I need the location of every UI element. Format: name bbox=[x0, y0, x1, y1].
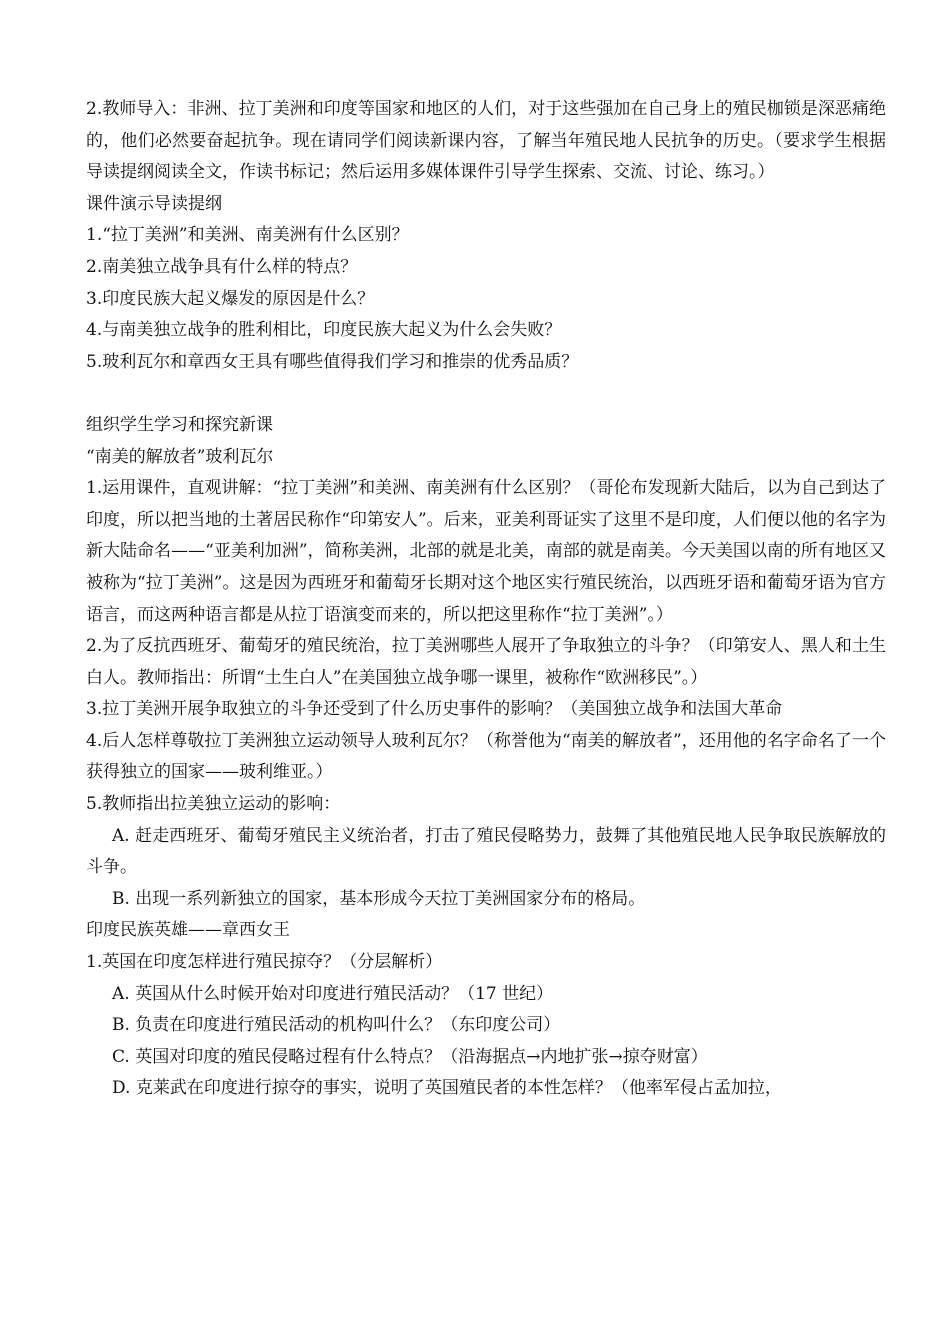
part2-sub-item-c: C. 英国对印度的殖民侵略过程有什么特点？（沿海据点→内地扩张→掠夺财富） bbox=[112, 1046, 708, 1067]
part1-sub-item-b: B. 出现一系列新独立的国家，基本形成今天拉丁美洲国家分布的格局。 bbox=[112, 888, 646, 909]
outline-item-4: 4.与南美独立战争的胜利相比，印度民族大起义为什么会失败？ bbox=[86, 320, 562, 341]
part2-item-1: 1.英国在印度怎样进行殖民掠夺？（分层解析） bbox=[86, 952, 443, 973]
part1-item-3: 3.拉丁美洲开展争取独立的斗争还受到了什么历史事件的影响？（美国独立战争和法国大革命 bbox=[86, 699, 783, 720]
part1-item-4: 4.后人怎样尊敬拉丁美洲独立运动领导人玻利瓦尔？（称誉他为“南美的解放者”，还用他的名字命名了一个获得独立的国家——玻利维亚。） bbox=[86, 730, 886, 783]
part2-sub-item-d: D. 克莱武在印度进行掠夺的事实，说明了英国殖民者的本性怎样？（他率军侵占孟加拉， bbox=[112, 1078, 782, 1099]
part1-item-2: 2.为了反抗西班牙、葡萄牙的殖民统治，拉丁美洲哪些人展开了争取独立的斗争？（印第安人、黑人和土生白人。教师指出：所谓“土生白人”在美国独立战争哪一课里，被称作“欧洲移民”。） bbox=[86, 636, 886, 688]
outline-item-1: 1.“拉丁美洲”和美洲、南美洲有什么区别？ bbox=[86, 225, 409, 246]
part1-item-1: 1.运用课件，直观讲解：“拉丁美洲”和美洲、南美洲有什么区别？（哥伦布发现新大陆后，以为自己到达了印度，所以把当地的土著居民称作“印第安人”。后来，亚美利哥证实了这里不是印度，人们便以他的名字为新大陆命名——“亚美利加洲”，简称美洲，北部的就是北美，南部的就是南美。今天美国以南的所有地区又被称为“拉丁美洲”。这是因为西班牙和葡萄牙长期对这个地区实行殖民统治，以西班牙语和葡萄牙语为官方语言，而这两种语言都是从拉丁语演变而来的，所以把这里称作“拉丁美洲”。） bbox=[86, 478, 886, 625]
blank-line bbox=[86, 378, 886, 410]
outline-item-3: 3.印度民族大起义爆发的原因是什么？ bbox=[86, 288, 375, 309]
part1-item-5: 5.教师指出拉美独立运动的影响： bbox=[86, 794, 341, 815]
part2-sub-item-b: B. 负责在印度进行殖民活动的机构叫什么？（东印度公司） bbox=[112, 1015, 561, 1036]
intro-paragraph: 2.教师导入：非洲、拉丁美洲和印度等国家和地区的人们，对于这些强加在自己身上的殖民枷锁是深恶痛绝的，他们必然要奋起抗争。现在请同学们阅读新课内容，了解当年殖民地人民抗争的历史。（要求学生根据导读提纲阅读全文，作读书标记；然后运用多媒体课件引导学生探索、交流、讨论、练习。） bbox=[86, 99, 886, 183]
part2-title: 印度民族英雄——章西女王 bbox=[86, 920, 290, 941]
outline-title: 课件演示导读提纲 bbox=[86, 193, 222, 214]
outline-item-2: 2.南美独立战争具有什么样的特点？ bbox=[86, 256, 358, 277]
part1-sub-item-a: A. 赶走西班牙、葡萄牙殖民主义统治者，打击了殖民侵略势力，鼓舞了其他殖民地人民争取民族解放的斗争。 bbox=[86, 825, 886, 878]
section-title: 组织学生学习和探究新课 bbox=[86, 414, 273, 435]
part2-sub-item-a: A. 英国从什么时候开始对印度进行殖民活动？（17 世纪） bbox=[112, 983, 554, 1004]
outline-item-5: 5.玻利瓦尔和章西女王具有哪些值得我们学习和推崇的优秀品质？ bbox=[86, 351, 579, 372]
part1-title: “南美的解放者”玻利瓦尔 bbox=[86, 446, 274, 467]
